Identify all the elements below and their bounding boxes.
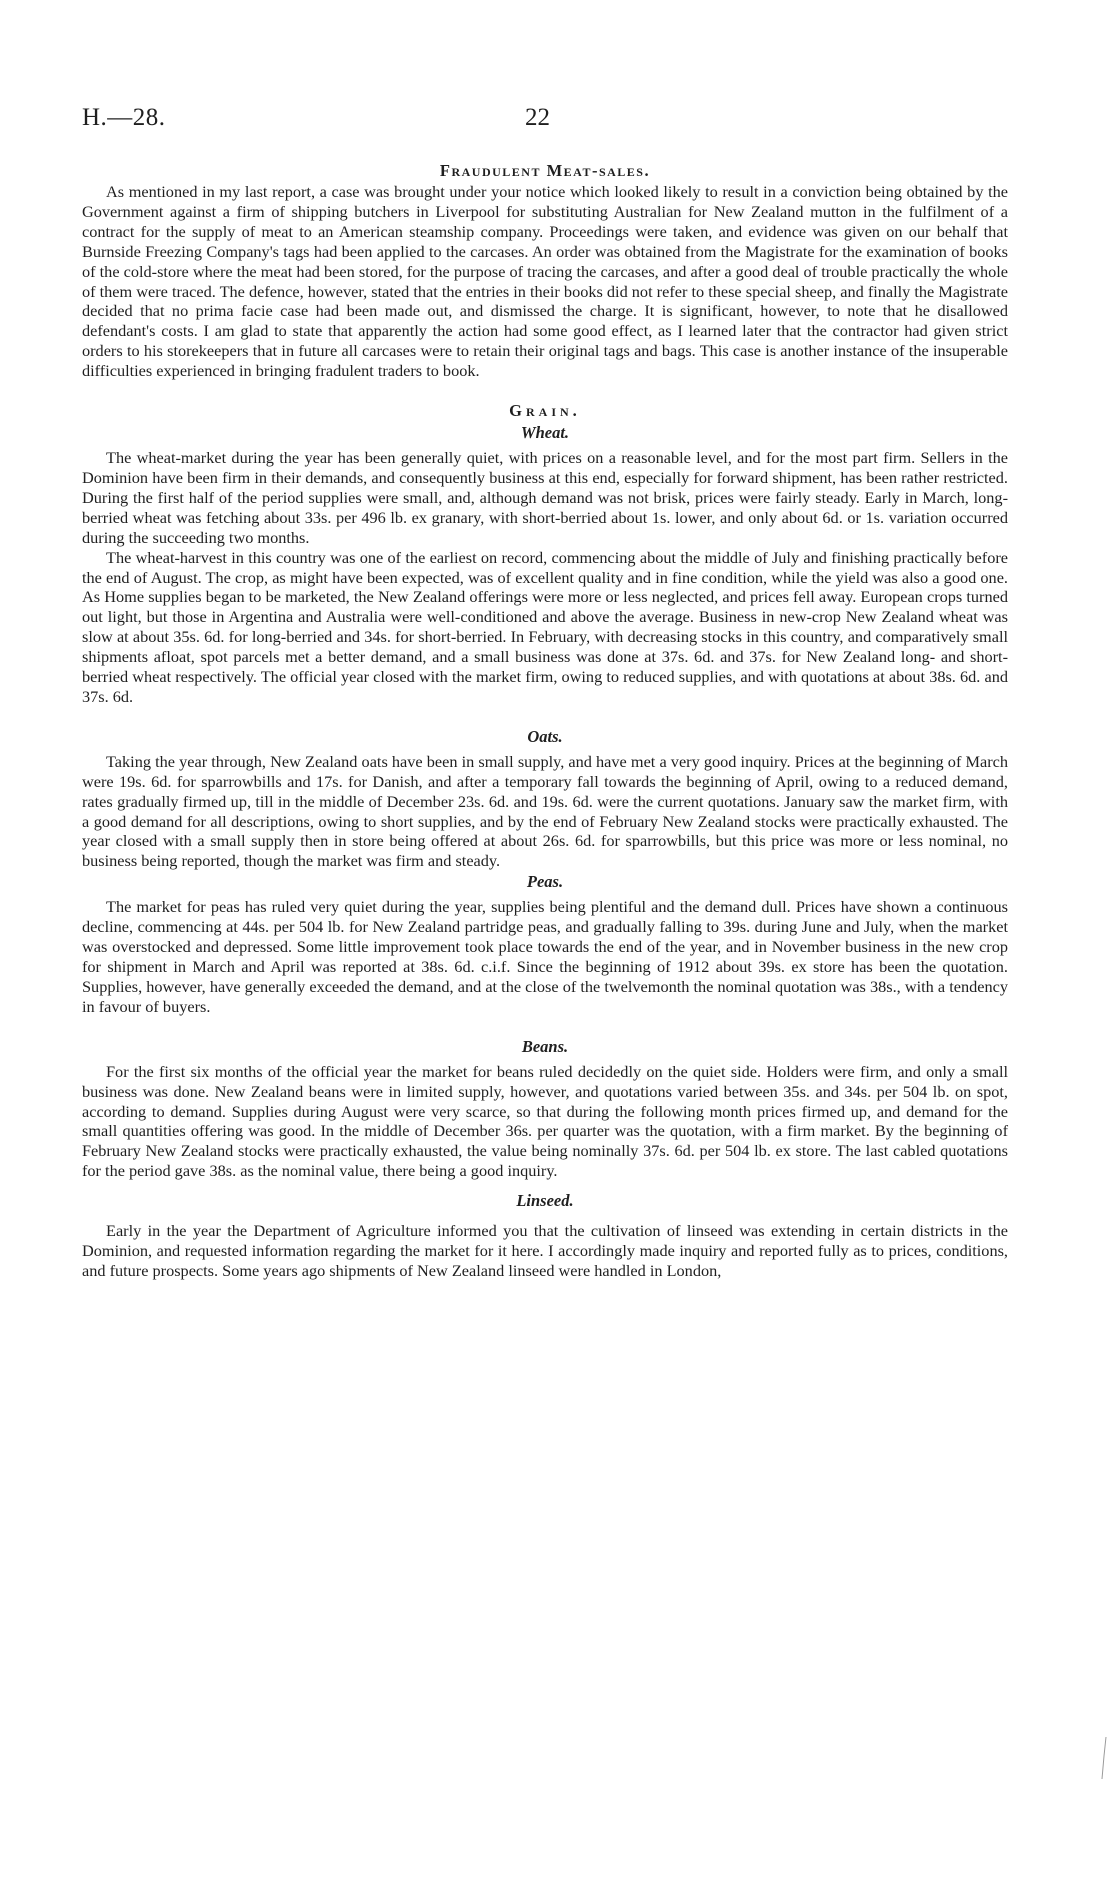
margin-pencil-mark — [1101, 1736, 1107, 1780]
sub-heading-oats: Oats. — [527, 726, 563, 746]
sub-heading-wheat: Wheat. — [520, 423, 570, 443]
paragraph-oats: Taking the year through, New Zealand oats have been in small supply, and have met a very good inquiry. Prices at the beginning of March were 19s. 6d. for sparrowbills and 17s. for Danish, and after a temporary fall towards the beginning of April, owing to a reduced demand, rates gradually firmed up, till in the middle of December 23s. 6d. and 19s. 6d. were the current quotations. January saw the market firm, with a good demand for all descriptions, owing to short supplies, and by the end of February New Zealand stocks were practically exhausted. The year closed with a small supply then in store being offered at about 26s. 6d. for sparrowbills, but this price was more or less nominal, no business being reported, though the market was firm and steady. — [82, 751, 1008, 871]
paragraph-peas: The market for peas has ruled very quiet during the year, supplies being plentiful and the demand dull. Prices have shown a continuous decline, commencing at 44s. per 504 lb. for New Zealand partridge peas, and gradually falling to 39s. during June and July, when the market was overstocked and depressed. Some little improvement took place towards the end of the year, and in November business in the new crop for shipment in March and April was reported at 38s. 6d. c.i.f. Since the beginning of 1912 about 39s. ex store has been the quotation. Supplies, however, have generally exceeded the demand, and at the close of the twelvemonth the nominal quotation was 38s., with a tendency in favour of buyers. — [82, 897, 1008, 1016]
spacer — [82, 381, 1008, 400]
sub-heading-peas: Peas. — [526, 872, 564, 892]
section-heading-fraudulent-meat-sales: Fraudulent Meat-sales. — [439, 161, 651, 180]
paragraph-wheat-2: The wheat-harvest in this country was one of the earliest on record, commencing about the middle of July and finishing practically before the end of August. The crop, as might have been expected, was of excellent quality and in fine condition, while the yield was also a good one. As Home supplies began to be marketed, the New Zealand offerings were more or less neglected, and prices fell away. European crops turned out light, but those in Argentina and Australia were well-conditioned and above the average. Business in new-crop New Zealand wheat was slow at about 35s. 6d. for long-berried and 34s. for short-berried. In February, with decreasing stocks in this country, and comparatively small shipments afloat, spot parcels met a better demand, and a small business was done at 37s. 6d. and 37s. for New Zealand long- and short-berried wheat respectively. The official year closed with the market firm, owing to reduced supplies, and with quotations at about 38s. 6d. and 37s. 6d. — [82, 547, 1008, 706]
paragraph-fraudulent-meat-sales: As mentioned in my last report, a case was brought under your notice which looked likely to result in a conviction being obtained by the Government against a firm of shipping butchers in Liverpool for substituting Australian for New Zealand mutton in the fulfilment of a contract for the supply of meat to an American steamship company. Proceedings were taken, and evidence was given on our behalf that Burnside Freezing Company's tags had been applied to the carcases. An order was obtained from the Magistrate for the examination of books of the cold-store where the meat had been stored, for the purpose of tracing the carcases, and after a good deal of trouble practically the whole of them were traced. The defence, however, stated that the entries in their books did not refer to these special sheep, and finally the Magistrate decided that no prima facie case had been made out, and dismissed the charge. It is significant, however, to note that he disallowed defendant's costs. I am glad to state that apparently the action had some good effect, as I learned later that the contractor had given strict orders to his storekeepers that in future all carcases were to retain their original tags and bags. This case is another instance of the insuperable difficulties experienced in bringing fradulent traders to book. — [82, 182, 1008, 381]
section-heading-grain: Grain. — [509, 401, 581, 421]
page-content — [82, 160, 1008, 1281]
page-number: 22 — [525, 104, 550, 131]
paragraph-beans: For the first six months of the official year the market for beans ruled decidedly on the quiet side. Holders were firm, and only a small business was done. New Zealand beans were in limited supply, however, and quotations varied between 35s. and 34s. per 504 lb. on spot, according to demand. Supplies during August were very scarce, so that during the following month prices firmed up, and demand for the small quantities offering was good. In the middle of December 36s. per quarter was the quotation, with a firm market. By the beginning of February New Zealand stocks were practically exhausted, the value being nominally 37s. 6d. per 504 lb. ex store. The last cabled quotations for the period gave 38s. as the nominal value, there being a good inquiry. — [82, 1061, 1008, 1181]
paragraph-wheat-1: The wheat-market during the year has been generally quiet, with prices on a reasonable level, and for the most part firm. Sellers in the Dominion have been firm in their demands, and consequently business at this end, especially for forward shipment, has been rather restricted. During the first half of the period supplies were small, and, although demand was not brisk, prices were fairly steady. Early in March, long-berried wheat was fetching about 33s. per 496 lb. ex granary, with short-berried about 1s. lower, and only about 6d. or 1s. variation occurred during the succeeding two months. — [82, 448, 1008, 547]
paragraph-linseed: Early in the year the Department of Agriculture informed you that the cultivation of linseed was extending in certain districts in the Dominion, and requested information regarding the market for it here. I accordingly made inquiry and reported fully as to prices, conditions, and future prospects. Some years ago shipments of New Zealand linseed were handled in London, — [82, 1221, 1008, 1280]
page-header — [82, 104, 1012, 138]
spacer — [82, 1212, 1008, 1221]
document-reference: H.—28. — [82, 104, 166, 131]
sub-heading-beans: Beans. — [521, 1036, 569, 1056]
spacer — [82, 707, 1008, 726]
spacer — [82, 1181, 1008, 1190]
spacer — [82, 1017, 1008, 1036]
sub-heading-linseed: Linseed. — [516, 1191, 574, 1211]
